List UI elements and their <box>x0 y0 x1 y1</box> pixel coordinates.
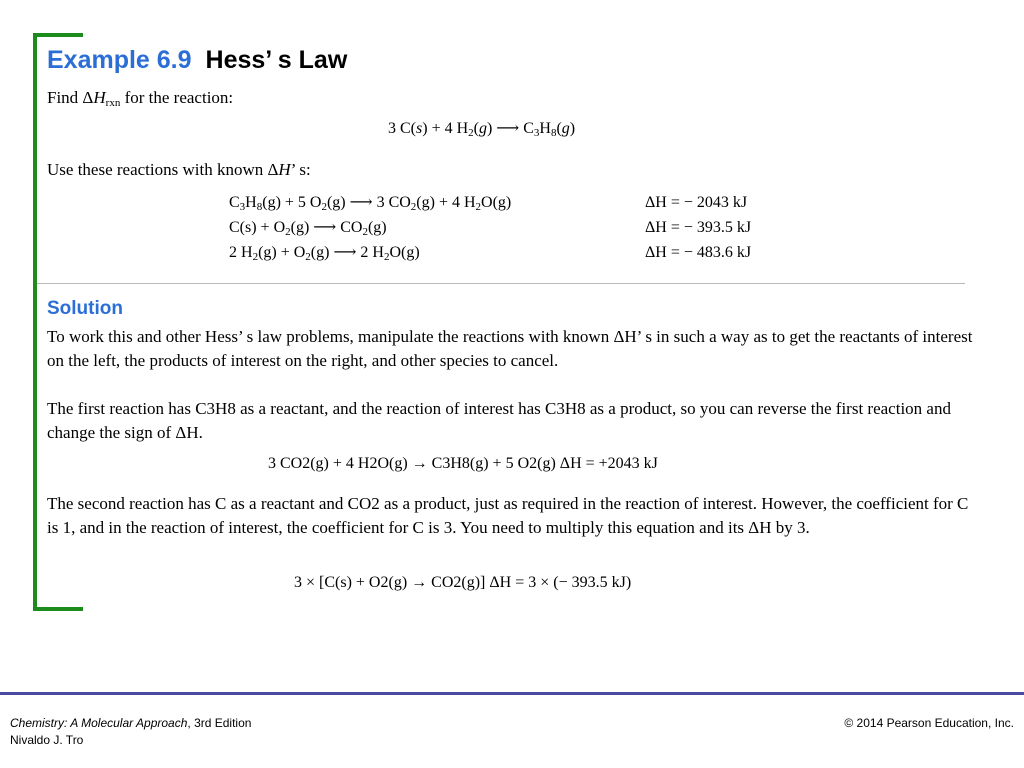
known-eq-1: $C_3H_8(g) + 5$ $O_2(g)$ ⟶ 3 $CO_2(g) + 4$ $H_2O(g)$ <box>229 194 512 213</box>
footer-citation <box>10 715 251 749</box>
section-divider <box>37 283 965 284</box>
use-line: Use these reactions with known ΔH’ s: <box>47 160 311 179</box>
find-text-pre: Find Δ <box>47 88 94 107</box>
solution-paragraph-1: To work this and other Hess’ s law problems, manipulate the reactions with known ΔH’ s in such a way as to get the reactants of interest on the left, the products of interest on the right, and other species to cancel. <box>47 327 973 370</box>
footer-copyright: © 2014 Pearson Education, Inc. <box>844 716 1014 730</box>
book-edition: , 3rd Edition <box>187 716 252 730</box>
known-eq-2: $C(s) + O_2(g)$ ⟶ $CO_2(g)$ <box>229 219 387 238</box>
book-title: Chemistry: A Molecular Approach <box>10 716 188 730</box>
reversed-equation: 3 CO2(g) + 4 H2O(g) → C3H8(g) + 5 O2(g) ΔH = +2043 kJ <box>268 455 658 472</box>
known-dh-2: ΔH = − 393.5 kJ <box>645 219 752 236</box>
find-sub: rxn <box>105 97 121 109</box>
slide-title <box>47 46 347 75</box>
find-h: H <box>93 88 106 107</box>
find-text-post: for the reaction: <box>120 88 234 107</box>
known-dh-1: ΔH = − 2043 kJ <box>645 194 748 211</box>
solution-heading: Solution <box>47 298 123 319</box>
known-dh-3: ΔH = − 483.6 kJ <box>645 244 752 261</box>
solution-paragraph-2: The first reaction has C3H8 as a reactant, and the reaction of interest has C3H8 as a product, so you can reverse the first reaction and change the sign of ΔH. <box>47 399 951 442</box>
book-author: Nivaldo J. Tro <box>10 733 84 747</box>
solution-paragraph-3: The second reaction has C as a reactant and CO2 as a product, just as required in the reaction of interest. However, the coefficient for C is 1, and in the reaction of interest, the coefficient for C is 3. You need to multiply this equation and its ΔH by 3. <box>47 494 969 537</box>
example-name: Hess’ s Law <box>205 46 348 74</box>
multiplied-equation: 3 × [C(s) + O2(g) → CO2(g)] ΔH = 3 × (− 393.5 kJ) <box>294 574 632 591</box>
example-number: Example 6.9 <box>47 46 192 74</box>
known-eq-3: 2 $H_2(g) + O_2(g)$ ⟶ 2 $H_2O(g)$ <box>229 244 420 263</box>
target-equation: 3 C(s) + 4 $H_2(g)$ ⟶ $C_3H_8(g)$ <box>388 120 576 139</box>
find-line <box>47 86 982 110</box>
footer-rule <box>0 692 1024 695</box>
